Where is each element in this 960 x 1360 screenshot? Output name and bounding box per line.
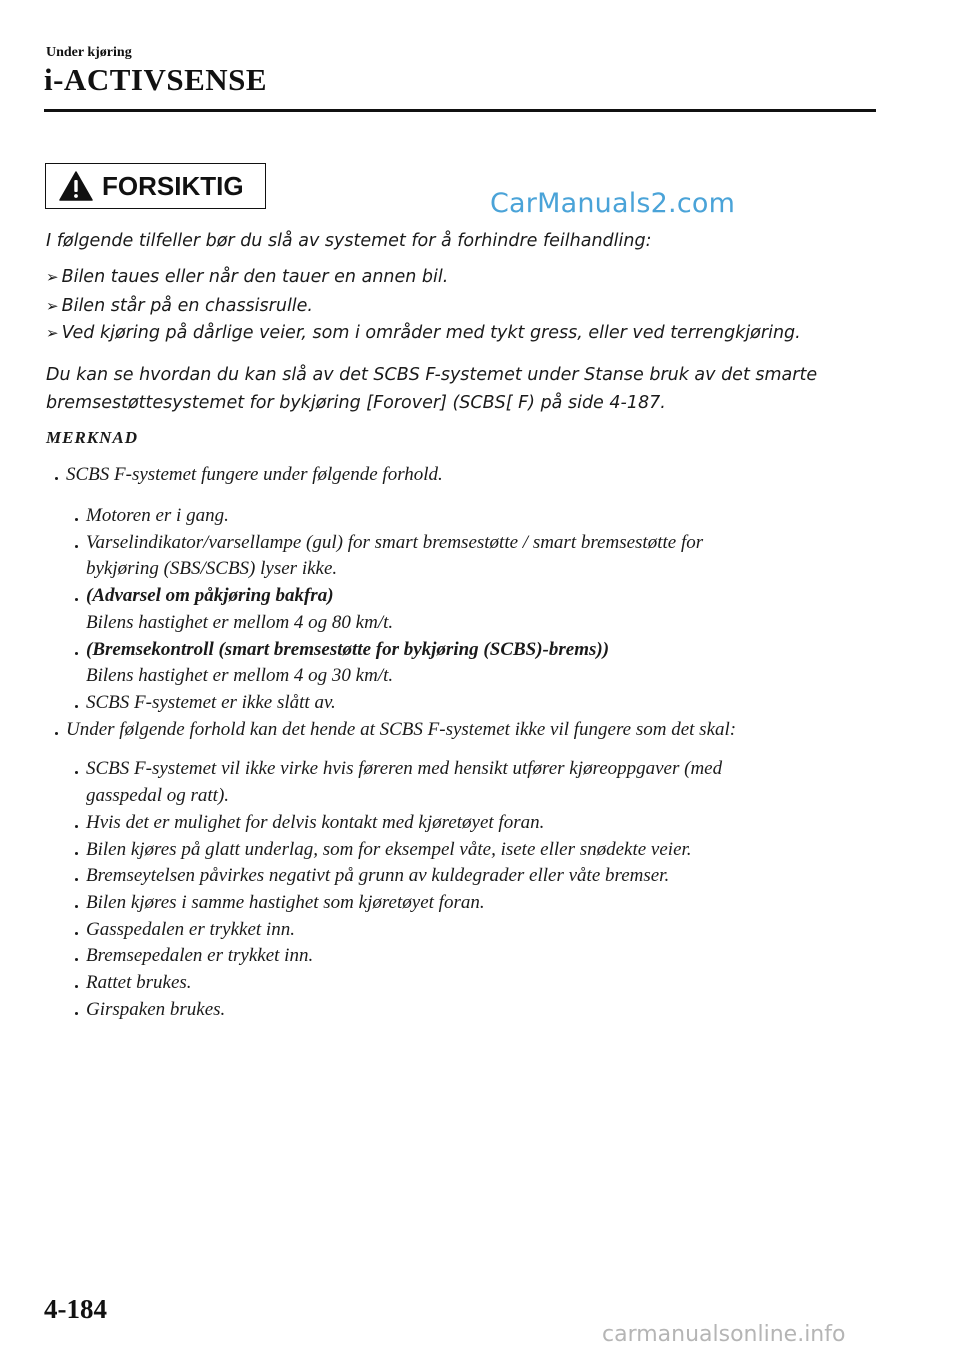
note-subitem-continuation: bykjøring (SBS/SCBS) lyser ikke. bbox=[86, 558, 338, 579]
bullet-dot bbox=[75, 958, 78, 961]
note-subitem: Gasspedalen er trykket inn. bbox=[86, 919, 295, 940]
bullet-dot bbox=[55, 732, 58, 735]
case-item: ➢ Bilen taues eller når den tauer en annen bil. bbox=[46, 267, 449, 287]
warning-triangle-icon bbox=[59, 171, 93, 201]
bullet-dot bbox=[75, 518, 78, 521]
header-divider bbox=[44, 109, 876, 112]
arrow-bullet-icon: ➢ bbox=[46, 324, 59, 342]
note-subitem: Hvis det er mulighet for delvis kontakt med kjøretøyet foran. bbox=[86, 812, 545, 833]
note-subitem: Bilen kjøres i samme hastighet som kjøretøyet foran. bbox=[86, 892, 485, 913]
footer-watermark: carmanualsonline.info bbox=[602, 1322, 846, 1347]
note-subitem-heading: (Advarsel om påkjøring bakfra) bbox=[86, 585, 334, 606]
bullet-dot bbox=[75, 652, 78, 655]
bullet-dot bbox=[75, 905, 78, 908]
reference-text bbox=[46, 361, 866, 417]
bullet-dot bbox=[75, 771, 78, 774]
breadcrumb: Under kjøring bbox=[46, 45, 132, 60]
bullet-dot bbox=[75, 1012, 78, 1015]
bullet-dot bbox=[75, 825, 78, 828]
note-subitem: Girspaken brukes. bbox=[86, 999, 226, 1020]
bullet-dot bbox=[75, 598, 78, 601]
intro-text: I følgende tilfeller bør du slå av systemet for å forhindre feilhandling: bbox=[46, 231, 652, 251]
arrow-bullet-icon: ➢ bbox=[46, 297, 59, 315]
note-subitem-continuation: Bilens hastighet er mellom 4 og 30 km/t. bbox=[86, 665, 394, 686]
caution-box bbox=[45, 163, 266, 209]
case-item: ➢ Ved kjøring på dårlige veier, som i områder med tykt gress, eller ved terrengkjøring. bbox=[46, 323, 801, 343]
note-subitem-heading: (Bremsekontroll (smart bremsestøtte for bykjøring (SCBS)-brems)) bbox=[86, 639, 610, 660]
note-subitem: Motoren er i gang. bbox=[86, 505, 229, 526]
note-subitem: SCBS F-systemet er ikke slått av. bbox=[86, 692, 336, 713]
case-item: ➢ Bilen står på en chassisrulle. bbox=[46, 296, 313, 316]
bullet-dot bbox=[75, 852, 78, 855]
note-subitem: SCBS F-systemet vil ikke virke hvis føreren med hensikt utfører kjøreoppgaver (med bbox=[86, 758, 723, 779]
page-title: i-ACTIVSENSE bbox=[44, 62, 268, 97]
note-subitem: Rattet brukes. bbox=[86, 972, 192, 993]
bullet-dot bbox=[75, 878, 78, 881]
bullet-dot bbox=[75, 545, 78, 548]
bullet-dot bbox=[75, 705, 78, 708]
caution-label: FORSIKTIG bbox=[102, 170, 244, 201]
note-subitem: Varselindikator/varsellampe (gul) for smart bremsestøtte / smart bremsestøtte for bbox=[86, 532, 704, 553]
note-subitem-continuation: gasspedal og ratt). bbox=[86, 785, 230, 806]
note-item: Under følgende forhold kan det hende at SCBS F-systemet ikke vil fungere som det skal: bbox=[66, 719, 737, 740]
note-subitem: Bilen kjøres på glatt underlag, som for eksempel våte, isete eller snødekte veier. bbox=[86, 839, 692, 860]
reference-line: bremsestøttesystemet for bykjøring [Forover] (SCBS[ F) på side 4-187. bbox=[46, 393, 666, 413]
note-heading: MERKNAD bbox=[46, 428, 139, 447]
bullet-dot bbox=[55, 477, 58, 480]
page-number: 4-184 bbox=[44, 1294, 107, 1324]
bullet-dot bbox=[75, 932, 78, 935]
arrow-bullet-icon: ➢ bbox=[46, 268, 59, 286]
note-subitem: Bremseytelsen påvirkes negativt på grunn av kuldegrader eller våte bremser. bbox=[86, 865, 670, 886]
note-subitem: Bremsepedalen er trykket inn. bbox=[86, 945, 314, 966]
note-subitem-continuation: Bilens hastighet er mellom 4 og 80 km/t. bbox=[86, 612, 394, 633]
note-item: SCBS F-systemet fungere under følgende forhold. bbox=[66, 464, 443, 485]
bullet-dot bbox=[75, 985, 78, 988]
watermark-text: CarManuals2.com bbox=[490, 188, 736, 219]
reference-line: Du kan se hvordan du kan slå av det SCBS F-systemet under Stanse bruk av det smarte bbox=[46, 365, 818, 385]
